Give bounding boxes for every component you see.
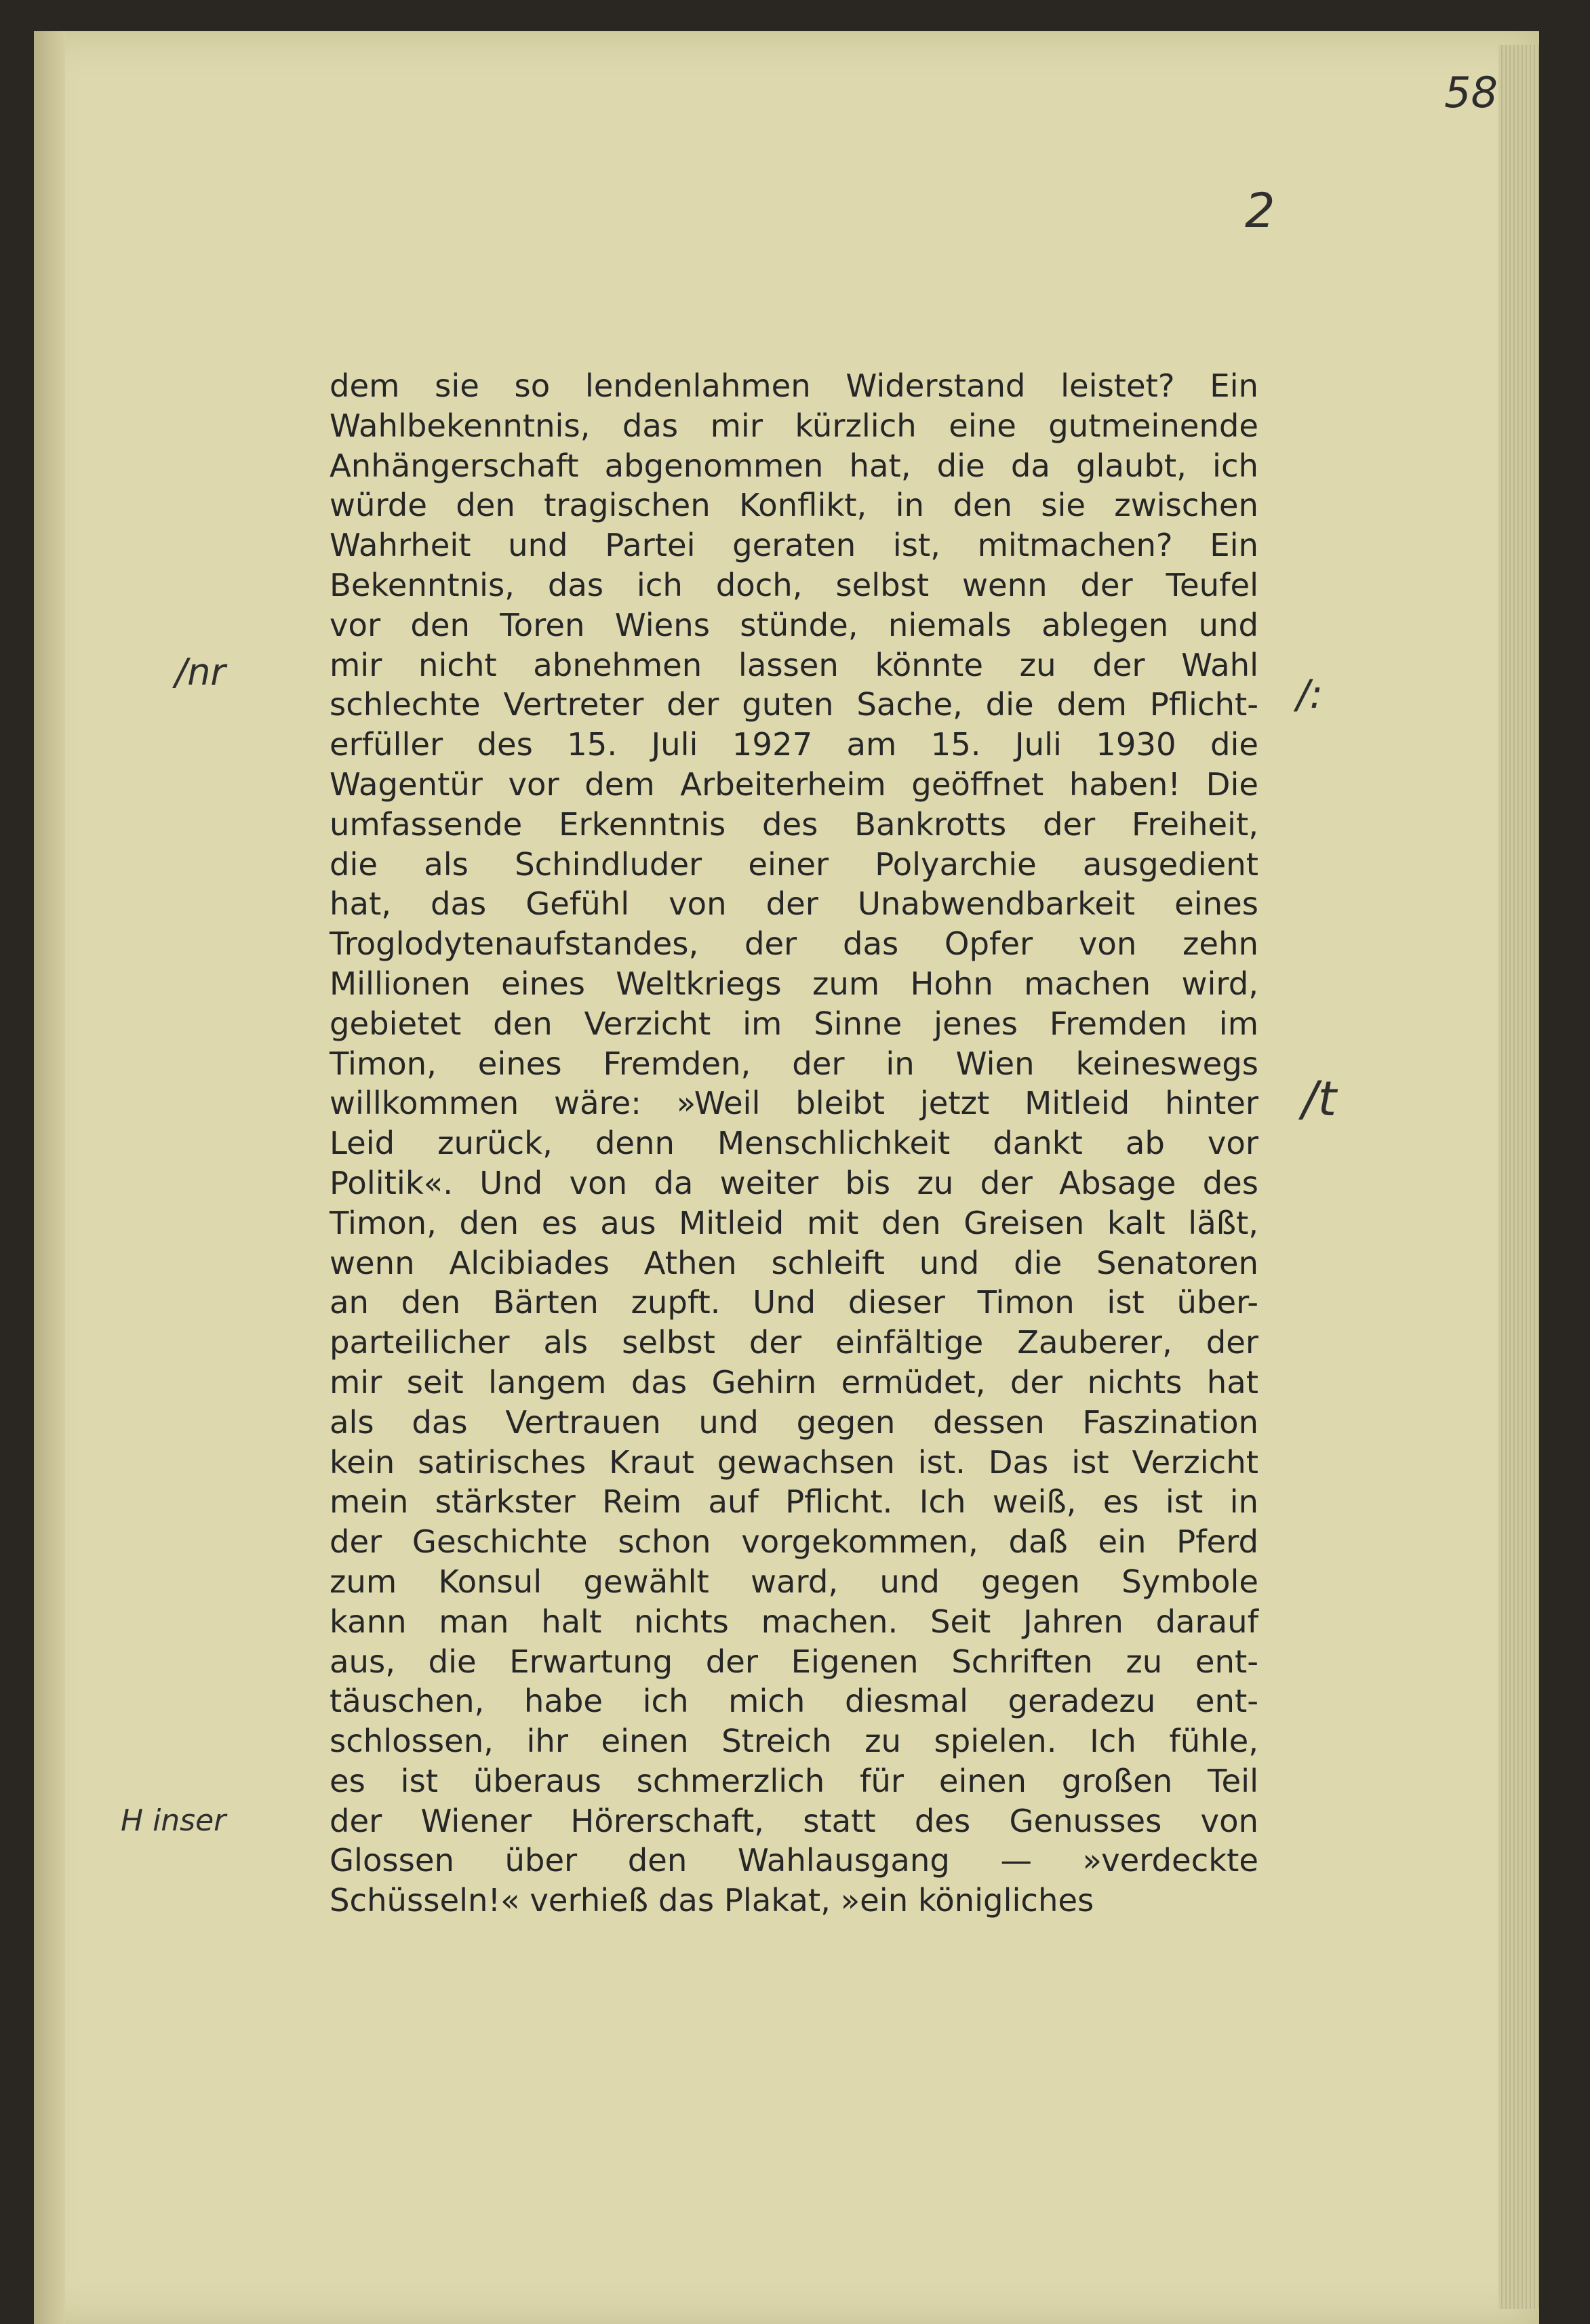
text-line: mir nicht abnehmen lassen könnte zu der Wahl [330,646,1258,683]
text-line: der Geschichte schon vorgekommen, daß ein Pferd [330,1523,1258,1561]
text-line: Anhängerschaft abgenommen hat, die da glaubt, ich [330,447,1258,484]
text-line: zum Konsul gewählt ward, und gegen Symbole [330,1563,1258,1600]
text-line: schlechte Vertreter der guten Sache, die dem Pflicht- [330,686,1258,723]
text-line: Millionen eines Weltkriegs zum Hohn machen wird, [330,965,1258,1002]
text-line: Schüsseln!« verhieß das Plakat, »ein königliches [330,1882,1094,1919]
text-line: täuschen, habe ich mich diesmal geradezu ent- [330,1683,1258,1720]
text-line: an den Bärten zupft. Und dieser Timon ist über- [330,1284,1258,1321]
text-line: kann man halt nichts machen. Seit Jahren darauf [330,1603,1258,1640]
text-line: aus, die Erwartung der Eigenen Schriften zu ent- [330,1643,1258,1680]
text-line: vor den Toren Wiens stünde, niemals ablegen und [330,606,1258,643]
text-line: gebietet den Verzicht im Sinne jenes Fremden im [330,1005,1258,1042]
page-number: 58 [1444,68,1498,117]
text-line: Wagentür vor dem Arbeiterheim geöffnet haben! Die [330,765,1258,803]
text-line: mir seit langem das Gehirn ermüdet, der nichts hat [330,1363,1258,1401]
handwritten-annotation-left-2: H inser [121,1803,226,1838]
text-line: Glossen über den Wahlausgang — »verdeckte [330,1842,1258,1879]
handwritten-annotation-left-1: /nr [175,651,226,694]
text-line: Politik«. Und von da weiter bis zu der Absage des [330,1164,1258,1201]
text-line: hat, das Gefühl von der Unabwendbarkeit eines [330,885,1258,923]
handwritten-annotation-top: 2 [1245,183,1275,239]
text-line: umfassende Erkenntnis des Bankrotts der Freiheit, [330,805,1258,843]
text-line: die als Schindluder einer Polyarchie ausgedient [330,845,1258,883]
text-line: Wahlbekenntnis, das mir kürzlich eine gutmeinende [330,407,1258,444]
text-line: dem sie so lendenlahmen Widerstand leistet? Ein [330,367,1258,404]
text-line: Leid zurück, denn Menschlichkeit dankt ab vor [330,1125,1258,1162]
text-line: parteilicher als selbst der einfältige Zauberer, der [330,1324,1258,1361]
text-line: wenn Alcibiades Athen schleift und die Senatoren [330,1244,1258,1281]
text-line: willkommen wäre: »Weil bleibt jetzt Mitleid hinter [330,1085,1258,1122]
text-line: Wahrheit und Partei geraten ist, mitmachen? Ein [330,527,1258,564]
text-line: es ist überaus schmerzlich für einen großen Teil [330,1762,1258,1799]
text-line: Troglodytenaufstandes, der das Opfer von zehn [330,925,1258,963]
text-line: Timon, den es aus Mitleid mit den Greisen kalt läßt, [330,1204,1258,1241]
text-line: kein satirisches Kraut gewachsen ist. Das ist Verzicht [330,1443,1258,1481]
text-line: würde den tragischen Konflikt, in den sie zwischen [330,487,1258,524]
handwritten-annotation-right-1: /: [1296,671,1324,717]
page-edges [1498,45,1539,2309]
text-line: Timon, eines Fremden, der in Wien keineswegs [330,1045,1258,1082]
text-line: schlossen, ihr einen Streich zu spielen. Ich fühle, [330,1723,1258,1760]
handwritten-annotation-right-2: /t [1302,1071,1337,1127]
text-line: erfüller des 15. Juli 1927 am 15. Juli 1930 die [330,726,1258,763]
text-line: Bekenntnis, das ich doch, selbst wenn der Teufel [330,566,1258,603]
book-spine [34,31,65,2324]
text-line: als das Vertrauen und gegen dessen Faszination [330,1403,1258,1441]
text-line: mein stärkster Reim auf Pflicht. Ich weiß, es ist in [330,1483,1258,1521]
body-text [330,366,1258,1921]
text-line: der Wiener Hörerschaft, statt des Genusses von [330,1802,1258,1839]
